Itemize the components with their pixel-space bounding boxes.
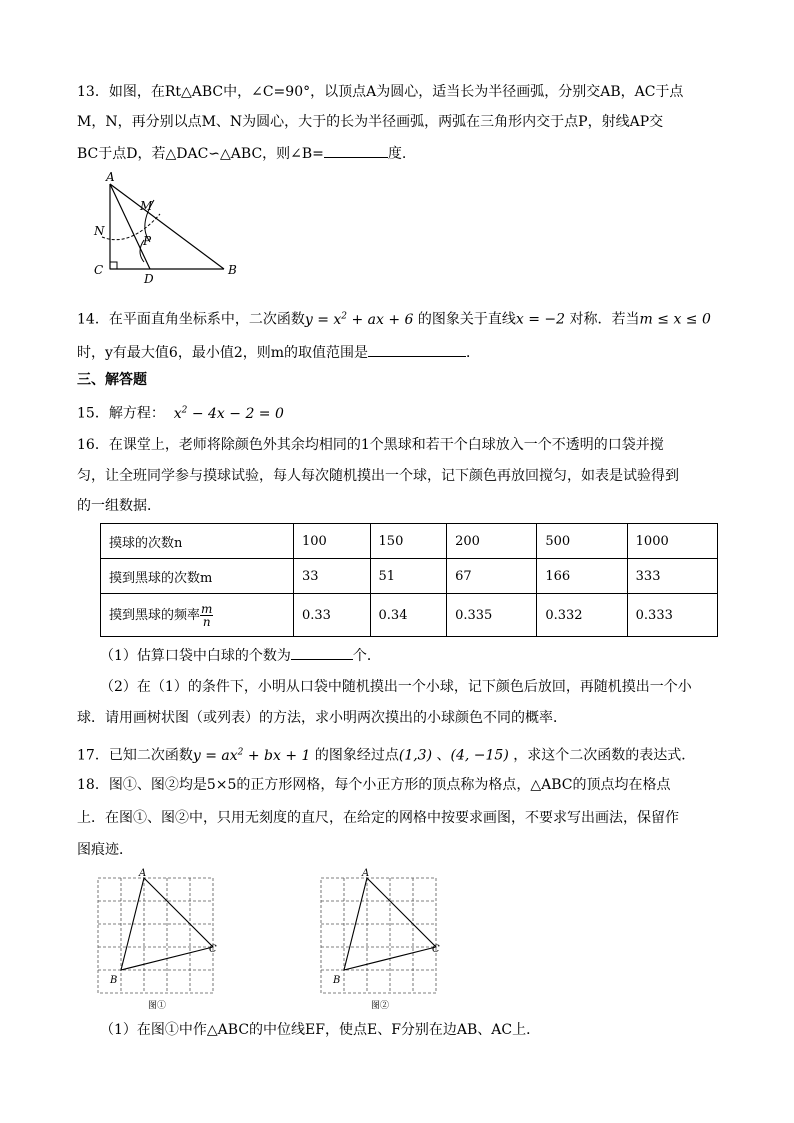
q18-line-3: 图痕迹． [77, 842, 133, 858]
q15-eq-exp: 2 [181, 405, 188, 415]
q14-condition: m ≤ x ≤ 0 [639, 311, 711, 328]
label-b: B [110, 975, 118, 986]
q13-line-2: M，N，再分别以点M、N为圆心，大于的长为半径画弧，两弧在三角形内交于点P，射线AP交 [77, 114, 664, 130]
table-cell: 0.332 [537, 594, 627, 637]
q14-func-x: x [333, 311, 342, 328]
q16-sub-1 [100, 645, 720, 666]
q13-triangle-figure [88, 170, 248, 285]
row-label-black-count: 摸到黑球的次数m [101, 559, 294, 594]
q15-eq-x: x [173, 405, 182, 422]
table-cell: 0.333 [627, 594, 717, 637]
q14-function [305, 312, 414, 328]
frequency-fraction [200, 603, 213, 628]
table-cell: 150 [370, 524, 447, 559]
label-c: C [432, 944, 440, 955]
q17-function [193, 748, 311, 764]
label-a: A [139, 868, 147, 879]
table-cell: 33 [294, 559, 371, 594]
q17-prefix: 17．已知二次函数 [77, 747, 193, 764]
ray-ap [110, 184, 150, 269]
label-c: C [209, 944, 217, 955]
q17-func-eq: = a [200, 747, 230, 764]
q17-point-1: (1,3) [398, 747, 433, 764]
q15-label: 15．解方程： [77, 405, 165, 422]
label-a: A [362, 868, 370, 879]
q14-func-eq: = [312, 311, 334, 328]
q14-axis-line: x = −2 [515, 311, 566, 328]
q17-end: ，求这个二次函数的表达式． [508, 747, 696, 764]
q16-sub-2-line-1: （2）在（1）的条件下，小明从口袋中随机摸出一个小球，记下颜色后放回，再随机摸出一个小 [100, 679, 692, 695]
table-cell: 0.335 [447, 594, 537, 637]
q16-line-1: 16．在课堂上，老师将除颜色外其余均相同的1个黑球和若干个白球放入一个不透明的口袋并搅 [77, 437, 664, 453]
q13-line-3 [77, 143, 717, 164]
table-cell: 0.34 [370, 594, 447, 637]
q17-mid: 的图象经过点 [310, 747, 399, 764]
q13-line-3-text: BC于点D，若△DAC∽△ABC，则∠B= [77, 146, 324, 162]
table-row [101, 594, 718, 637]
table-cell: 67 [447, 559, 537, 594]
q15-line [77, 400, 717, 424]
table-row [101, 559, 718, 594]
q17-point-2: (4, −15) [450, 747, 509, 764]
row-label-frequency [101, 594, 294, 637]
q14-mid2: 对称．若当 [565, 311, 640, 328]
label-d: D [144, 272, 154, 285]
row-label-trials: 摸球的次数n [101, 524, 294, 559]
q17-line [77, 742, 717, 766]
q17-func-exp: 2 [237, 747, 244, 757]
q16-data-table [100, 523, 718, 637]
table-cell: 51 [370, 559, 447, 594]
label-b: B [228, 263, 237, 277]
q14-prefix: 14．在平面直角坐标系中，二次函数 [77, 311, 305, 328]
section-3-title: 三、解答题 [77, 372, 147, 388]
q18-grid-figure-1 [90, 866, 220, 1016]
q16-line-2: 匀，让全班同学参与摸球试验，每人每次随机摸出一个球，记下颜色再放回搅匀，如表是试验得到 [77, 468, 679, 484]
table-cell: 1000 [627, 524, 717, 559]
table-cell: 333 [627, 559, 717, 594]
q13-line-1: 13．如图，在Rt△ABC中，∠C=90°，以顶点A为圆心，适当长为半径画弧，分别交AB，AC于点 [77, 84, 684, 100]
q14-line-2-text: 时，y有最大值6，最小值2，则m的取值范围是 [77, 345, 368, 361]
q15-eq-rest: − 4x − 2 = 0 [187, 405, 284, 422]
q18-line-1: 18．图①、图②均是5×5的正方形网格，每个小正方形的顶点称为格点，△ABC的顶点均在格点 [77, 777, 671, 793]
q16-sub-1-end: 个． [352, 648, 381, 664]
q14-func-rest: + ax + 6 [347, 311, 414, 328]
arc-mn [102, 214, 160, 240]
q16-sub-2-line-2: 球．请用画树状图（或列表）的方法，求小明两次摸出的小球颜色不同的概率． [77, 710, 567, 726]
label-c: C [94, 263, 104, 277]
right-angle-mark [110, 262, 117, 269]
table-cell: 0.33 [294, 594, 371, 637]
q17-func-y: y [192, 747, 201, 764]
q14-answer-blank [368, 342, 466, 357]
q16-sub-1-text: （1）估算口袋中白球的个数为 [100, 648, 291, 664]
q16-answer-blank [291, 645, 353, 660]
fig2-caption: 图② [371, 1001, 390, 1011]
q13-answer-blank [324, 143, 388, 158]
q17-sep: 、 [432, 747, 451, 764]
label-b: B [333, 975, 341, 986]
q14-line-1 [77, 306, 717, 330]
q13-line-3-end: 度. [387, 146, 407, 162]
q14-func-y: y [304, 311, 313, 328]
table-row [101, 524, 718, 559]
label-n: N [94, 224, 105, 238]
q18-grid-figure-2 [313, 866, 443, 1016]
row-label-frequency-text: 摸到黑球的频率 [109, 607, 201, 623]
q16-line-3: 的一组数据． [77, 498, 161, 514]
q14-line-2 [77, 342, 717, 363]
q18-sub-1: （1）在图①中作△ABC的中位线EF，使点E、F分别在边AB、AC上． [100, 1022, 541, 1038]
label-a: A [106, 170, 115, 184]
q14-line-2-end: ． [466, 345, 480, 361]
q17-func-rest: + bx + 1 [243, 747, 311, 764]
q17-func-x: x [229, 747, 238, 764]
side-ab [110, 184, 224, 269]
table-cell: 500 [537, 524, 627, 559]
table-cell: 100 [294, 524, 371, 559]
table-cell: 166 [537, 559, 627, 594]
label-m: M [140, 199, 153, 213]
fraction-denominator: n [202, 614, 211, 629]
label-p: P [143, 234, 152, 248]
q14-mid: 的图象关于直线 [413, 311, 516, 328]
fig1-caption: 图① [148, 1001, 167, 1011]
q15-equation [174, 406, 284, 422]
table-cell: 200 [447, 524, 537, 559]
q14-func-exp: 2 [341, 311, 348, 321]
q18-line-2: 上．在图①、图②中，只用无刻度的直尺，在给定的网格中按要求画图，不要求写出画法，保留作 [77, 810, 679, 826]
fraction-numerator: m [201, 601, 213, 616]
